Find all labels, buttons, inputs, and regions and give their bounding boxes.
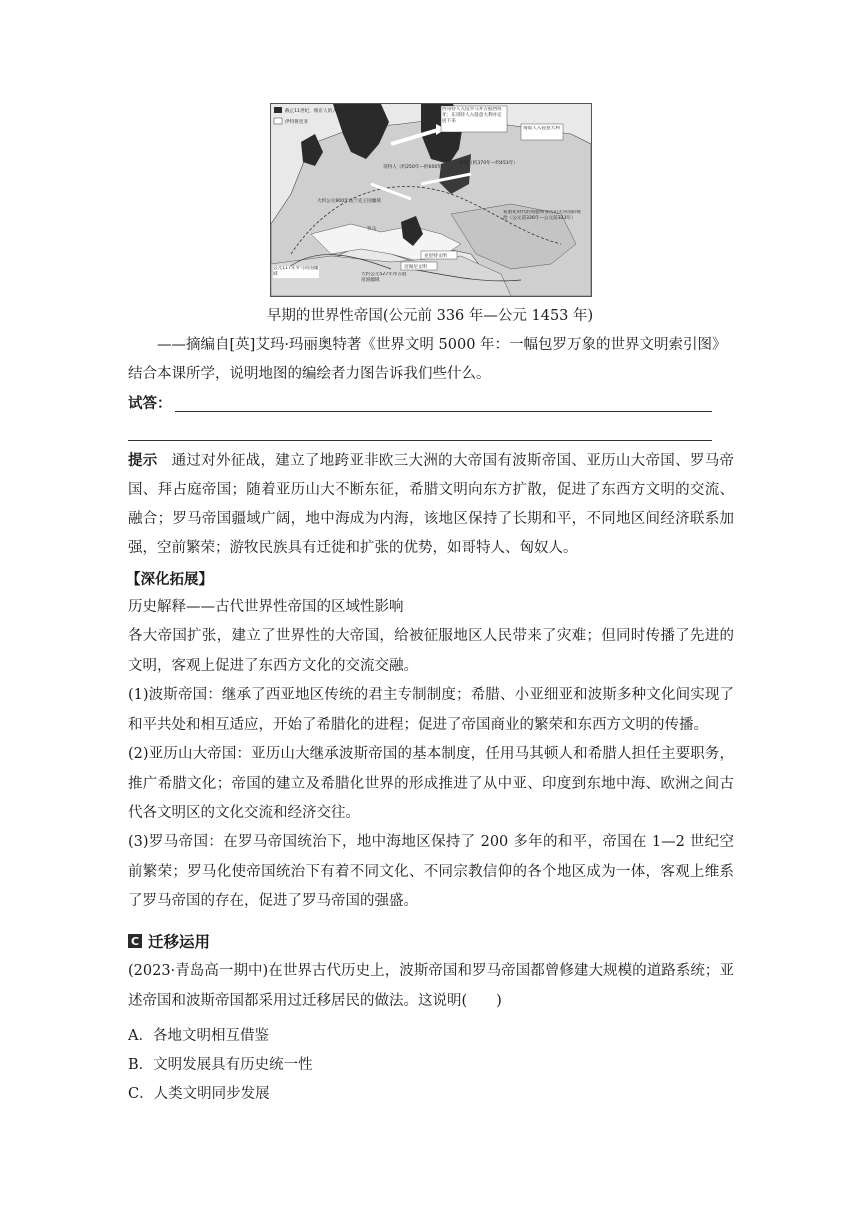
section-c-icon: C [128, 934, 142, 948]
map-label-mycenae: 迈锡尼文明 [404, 265, 427, 270]
map-label-goths: 西哥特人入侵罗马并占据西班牙；东哥特人入侵意大利并定居下来 [442, 107, 502, 124]
map-legend-etruria: 伊特鲁里亚 [285, 120, 308, 125]
map-graphic [271, 104, 591, 296]
map-label-hellenistic: 希腊化时代的希腊和亚历山大帝国的统治（公元前336年—公元前323年） [503, 210, 582, 221]
map-label-huns-period: 匈奴（约370年—约453年） [459, 161, 518, 166]
map-label-franks: 大约公元800年法兰克王国疆域 [317, 199, 381, 204]
map-label-byzantine: 大约公元527年拜占庭帝国疆域 [361, 272, 407, 283]
deep-expansion-header: 【深化拓展】 [126, 572, 213, 588]
map-label-crete: 克里特文明 [424, 254, 447, 259]
deep-intro: 各大帝国扩张，建立了世界性的大帝国，给被征服地区人民带来了灾难；但同时传播了先进的文明，客观上促进了东西方文化的交流交融。 [128, 628, 734, 674]
answer-line-1[interactable] [175, 411, 712, 412]
map-caption: 早期的世界性帝国(公元前 336 年—公元 1453 年) [266, 308, 594, 324]
deep-item-persia: (1)波斯帝国：继承了西亚地区传统的君主专制制度；希腊、小亚细亚和波斯多种文化间实现了和平共处和相互适应，开始了希腊化的进程；促进了帝国商业的繁荣和东西方文明的传播。 [128, 687, 734, 733]
hint-paragraph [128, 447, 734, 563]
question-text: 结合本课所学，说明地图的编绘者力图告诉我们些什么。 [128, 366, 491, 382]
map-label-rome: 罗马 [367, 227, 377, 232]
deep-item-alexander: (2)亚历山大帝国：亚历山大继承波斯帝国的基本制度，任用马其顿人和希腊人担任主要职务，推广希腊文化；帝国的建立及希腊化世界的形成推进了从中亚、印度到东地中海、欧洲之间古代各文明区的文化交流和经济交往。 [128, 746, 734, 821]
map-label-goths-period: 哥特人（约250年—约600年） [383, 165, 447, 170]
answer-row [128, 390, 732, 419]
source-citation: ——摘编自[英]艾玛·玛丽奥特著《世界文明 5000 年：一幅包罗万象的世界文明索引图》 [157, 337, 727, 353]
hint-text: 通过对外征战，建立了地跨亚非欧三大洲的大帝国有波斯帝国、亚历山大帝国、罗马帝国、拜占庭帝国；随着亚历山大不断东征，希腊文明向东方扩散，促进了东西方文明的交流、融合；罗马帝国疆域广阔，地中海成为内海，该地区保持了长期和平，不同地区间经济联系加强，空前繁荣；游牧民族具有迁徙和扩张的优势，如哥特人、匈奴人。 [128, 453, 735, 556]
map-label-huns-italy: 匈奴人入侵意大利 [523, 126, 560, 131]
option-b[interactable]: B．文明发展具有历史统一性 [128, 1057, 313, 1073]
hint-label: 提示 [128, 453, 158, 469]
map-legend-vikings: 截止11世纪，维京人的入侵 [285, 109, 342, 114]
option-c[interactable]: C．人类文明同步发展 [128, 1086, 270, 1102]
option-a[interactable]: A．各地文明相互借鉴 [128, 1028, 269, 1044]
answer-label: 试答： [128, 396, 172, 412]
transfer-title: 迁移运用 [148, 933, 211, 951]
transfer-section-title [128, 930, 210, 952]
answer-line-2[interactable] [128, 440, 712, 441]
transfer-question: (2023·青岛高一期中)在世界古代历史上，波斯帝国和罗马帝国都曾修建大规模的道路系统；亚述帝国和波斯帝国都采用过迁移居民的做法。这说明( ) [128, 963, 734, 1009]
deep-subtitle: 历史解释——古代世界性帝国的区域性影响 [128, 599, 404, 615]
deep-item-rome: (3)罗马帝国：在罗马帝国统治下，地中海地区保持了 200 多年的和平，帝国在 1—2 世纪空前繁荣；罗马化使帝国统治下有着不同文化、不同宗教信仰的各个地区成为一体，客观上维系了罗马帝国的存在，促进了罗马帝国的强盛。 [128, 834, 734, 909]
historical-map [270, 103, 592, 297]
map-label-rome-117: 公元117年罗马帝国疆域 [273, 266, 319, 277]
